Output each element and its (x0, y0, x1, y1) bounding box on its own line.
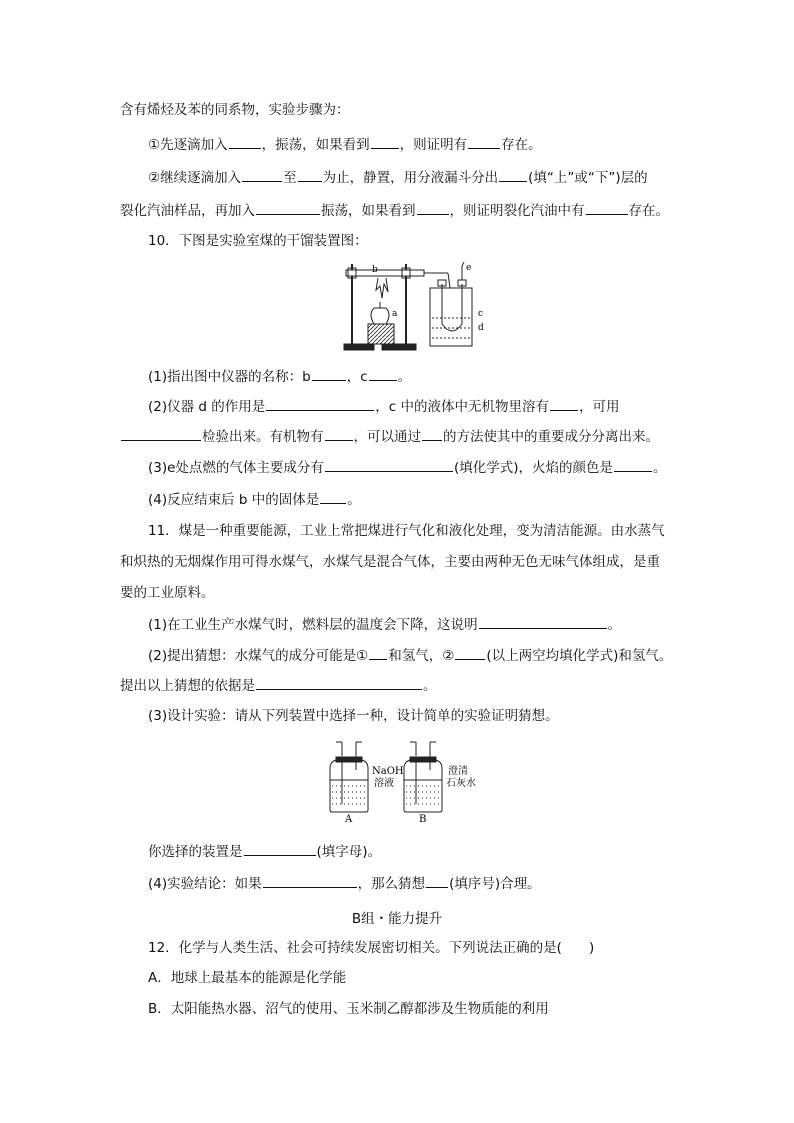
q11-part1: (1)在工业生产水煤气时，燃料层的温度会下降，这说明 。 (148, 617, 622, 633)
q11-line3: 要的工业原料。 (120, 585, 215, 601)
q10-part2: (2)仪器 d 的作用是 ，c 中的液体中无机物里溶有 ，可用 (148, 399, 620, 415)
q11-part4: (4)实验结论：如果 ，那么猜想 (填序号)合理。 (148, 876, 541, 892)
label-d: d (478, 323, 484, 333)
answer-blank[interactable] (298, 168, 322, 182)
caption-b: B (419, 814, 427, 824)
bottle-a-reagent: NaOH (372, 766, 404, 777)
answer-blank[interactable] (229, 135, 261, 149)
answer-blank[interactable] (417, 201, 449, 215)
answer-blank[interactable] (426, 874, 448, 888)
answer-blank[interactable] (244, 842, 316, 856)
label-b: b (372, 265, 378, 275)
answer-blank[interactable] (422, 427, 442, 441)
q11-line2: 和炽热的无烟煤作用可得水煤气，水煤气是混合气体，主要由两种无色无味气体组成，是重 (120, 554, 660, 570)
answer-blank[interactable] (586, 201, 628, 215)
section-heading: B组・能力提升 (351, 911, 443, 927)
answer-blank[interactable] (121, 427, 201, 441)
answer-blank[interactable] (550, 397, 578, 411)
answer-blank[interactable] (263, 874, 357, 888)
answer-blank[interactable] (455, 646, 485, 660)
question-12: 12．化学与人类生活、社会可持续发展密切相关。下列说法正确的是( ) (148, 940, 595, 956)
answer-blank[interactable] (479, 615, 607, 629)
step-2-cont: 裂化汽油样品，再加入 振荡，如果看到 ，则证明裂化汽油中有 存在。 (120, 203, 669, 219)
answer-blank[interactable] (256, 676, 422, 690)
option-a[interactable]: A．地球上最基本的能源是化学能 (148, 970, 347, 986)
answer-blank[interactable] (614, 458, 652, 472)
label-c: c (478, 309, 484, 319)
answer-blank[interactable] (325, 458, 453, 472)
answer-blank[interactable] (371, 135, 399, 149)
caption-a: A (345, 814, 353, 824)
question-10: 10．下图是实验室煤的干馏装置图： (148, 233, 368, 249)
bottle-a-reagent-2: 溶液 (374, 778, 394, 789)
q10-part4: (4)反应结束后 b 中的固体是 。 (148, 492, 361, 508)
q11-part3-answer: 你选择的装置是 (填字母)。 (148, 844, 382, 860)
answer-blank[interactable] (266, 397, 374, 411)
q11-part2-cont: 提出以上猜想的依据是 。 (120, 678, 437, 694)
dry-distillation-figure (338, 258, 498, 356)
wash-bottle-figure (322, 740, 502, 824)
q10-part2-cont: 检验出来。有机物有 ，可以通过 的方法使其中的重要成分分离出来。 (120, 427, 659, 446)
question-11: 11．煤是一种重要能源，工业上常把煤进行气化和液化处理，变为清洁能源。由水蒸气 (148, 523, 665, 539)
q11-part3: (3)设计实验：请从下列装置中选择一种，设计简单的实验证明猜想。 (148, 708, 559, 724)
step-1: ①先逐滴加入 ，振荡，如果看到 ，则证明有 存在。 (148, 137, 542, 153)
answer-blank[interactable] (499, 168, 527, 182)
answer-blank[interactable] (312, 367, 346, 381)
answer-blank[interactable] (369, 367, 397, 381)
answer-blank[interactable] (320, 490, 346, 504)
label-e: e (466, 263, 472, 273)
bottle-b-reagent-2: 石灰水 (446, 778, 476, 789)
q10-part3: (3)e处点燃的气体主要成分有 (填化学式)，火焰的颜色是 。 (148, 460, 667, 476)
intro-line: 含有烯烃及苯的同系物，实验步骤为： (120, 102, 350, 118)
answer-blank[interactable] (325, 427, 353, 441)
answer-blank[interactable] (242, 168, 282, 182)
answer-blank[interactable] (256, 201, 320, 215)
q10-part1: (1)指出图中仪器的名称：b ，c 。 (148, 369, 412, 385)
option-b[interactable]: B．太阳能热水器、沼气的使用、玉米制乙醇都涉及生物质能的利用 (148, 1001, 549, 1017)
answer-blank[interactable] (369, 646, 387, 660)
step-2: ②继续逐滴加入 至 为止，静置，用分液漏斗分出 (填“上”或“下”)层的 (148, 170, 648, 186)
label-a: a (392, 309, 398, 319)
bottle-b-reagent: 澄清 (448, 766, 468, 777)
q11-part2: (2)提出猜想：水煤气的成分可能是① 和氢气，② (以上两空均填化学式)和氢气。 (148, 648, 673, 664)
answer-blank[interactable] (468, 135, 500, 149)
